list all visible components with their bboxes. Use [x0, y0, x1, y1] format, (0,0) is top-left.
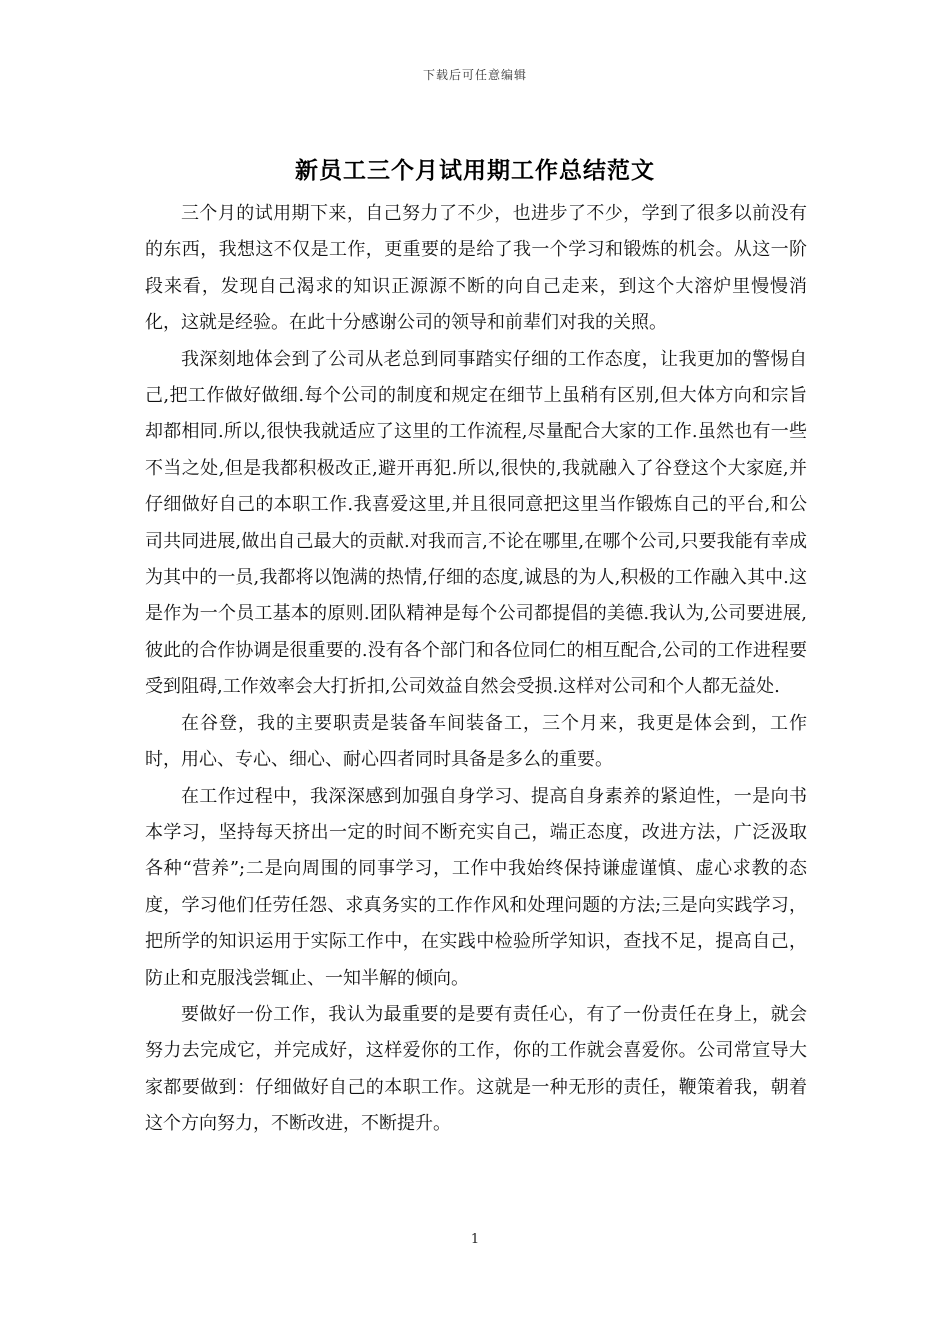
paragraph-1: 三个月的试用期下来，自己努力了不少，也进步了不少，学到了很多以前没有的东西，我想这不仅是工作，更重要的是给了我一个学习和锻炼的机会。从这一阶段来看，发现自己渴求的知识正源源不断的向自己走来，到这个大溶炉里慢慢消化，这就是经验。在此十分感谢公司的领导和前辈们对我的关照。: [145, 203, 807, 334]
document-body: [145, 196, 807, 1143]
paragraph-4: 在工作过程中，我深深感到加强自身学习、提高自身素养的紧迫性，一是向书本学习，坚持每天挤出一定的时间不断充实自己，端正态度，改进方法，广泛汲取各种“营养”;二是向周围的同事学习，工作中我始终保持谦虚谨慎、虚心求教的态度，学习他们任劳任怨、求真务实的工作作风和处理问题的方法;三是向实践学习，把所学的知识运用于实际工作中，在实践中检验所学知识，查找不足，提高自己，防止和克服浅尝辄止、一知半解的倾向。: [145, 785, 807, 989]
paragraph-2: 我深刻地体会到了公司从老总到同事踏实仔细的工作态度，让我更加的警惕自己,把工作做好做细.每个公司的制度和规定在细节上虽稍有区别,但大体方向和宗旨却都相同.所以,很快我就适应了这里的工作流程,尽量配合大家的工作.虽然也有一些不当之处,但是我都积极改正,避开再犯.所以,很快的,我就融入了谷登这个大家庭,并仔细做好自己的本职工作.我喜爱这里,并且很同意把这里当作锻炼自己的平台,和公司共同进展,做出自己最大的贡献.对我而言,不论在哪里,在哪个公司,只要我能有幸成为其中的一员,我都将以饱满的热情,仔细的态度,诚恳的为人,积极的工作融入其中.这是作为一个员工基本的原则.团队精神是每个公司都提倡的美德.我认为,公司要进展,彼此的合作协调是很重要的.没有各个部门和各位同仁的相互配合,公司的工作进程要受到阻碍,工作效率会大打折扣,公司效益自然会受损.这样对公司和个人都无益处.: [145, 348, 807, 698]
page-number: 1: [470, 1232, 480, 1247]
document-title: 新员工三个月试用期工作总结范文: [295, 157, 655, 184]
paragraph-5: 要做好一份工作，我认为最重要的是要有责任心，有了一份责任在身上，就会努力去完成它，并完成好，这样爱你的工作，你的工作就会喜爱你。公司常宣导大家都要做到：仔细做好自己的本职工作。这就是一种无形的责任，鞭策着我，朝着这个方向努力，不断改进，不断提升。: [145, 1003, 807, 1135]
paragraph-3: 在谷登，我的主要职责是装备车间装备工，三个月来，我更是体会到，工作时，用心、专心、细心、耐心四者同时具备是多么的重要。: [145, 712, 807, 771]
header-note: 下载后可任意编辑: [422, 68, 527, 82]
